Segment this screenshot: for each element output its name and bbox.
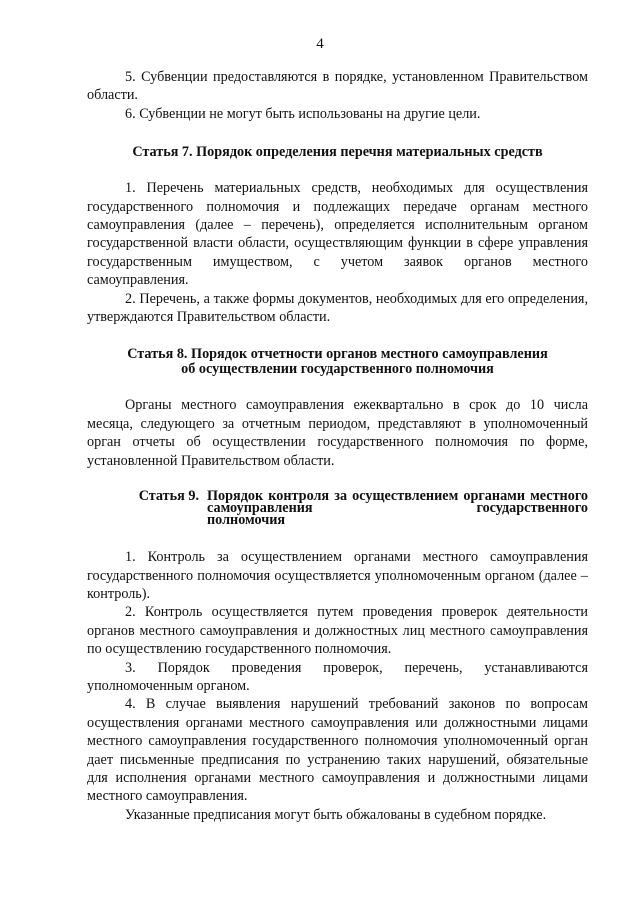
article7-heading: Статья 7. Порядок определения перечня материальных средств: [132, 144, 543, 161]
article7-paragraph-1: 1. Перечень материальных средств, необходимых для осуществления государственного полномочия и подлежащих передаче органам местного самоуправления (далее – перечень), определяется исполнительным органом государственной власти области, осуществляющим функции в сфере управления государственным имуществом, с учетом заявок органов местного самоуправления.: [87, 180, 588, 289]
article9-paragraph-2: 2. Контроль осуществляется путем проведения проверок деятельности органов местного самоуправления и должностных лиц местного самоуправления по осуществлению государственного полномочия.: [87, 604, 588, 658]
article6-paragraph-5: 5. Субвенции предоставляются в порядке, установленном Правительством области.: [87, 69, 588, 104]
document-body: [87, 68, 588, 824]
article8-paragraph-1: Органы местного самоуправления ежеквартально в срок до 10 числа месяца, следующего за отчетным периодом, представляют в уполномоченный орган отчеты об осуществлении государственного полномочия по форме, установленной Правительством области.: [87, 397, 588, 469]
article9-heading: [87, 488, 588, 529]
article8-heading: [87, 347, 588, 377]
article9-paragraph-4: 4. В случае выявления нарушений требований законов по вопросам осуществления органами местного самоуправления или должностными лицами местного самоуправления государственного полномочия уполномоченный орган дает письменные предписания по устранению таких нарушений, обязательные для исполнения органами местного самоуправления и должностными лицами местного самоуправления.: [87, 696, 588, 805]
article8-heading-line1: Статья 8. Порядок отчетности органов местного самоуправления: [127, 346, 548, 363]
article9-paragraph-3: 3. Порядок проведения проверок, перечень, устанавливаются уполномоченным органом.: [87, 659, 588, 694]
article9-title: [207, 488, 588, 529]
page-number: 4: [316, 36, 324, 52]
article9-title-main: Порядок контроля за осуществлением органами местного самоуправления государственного: [207, 488, 588, 517]
article7-paragraph-2: 2. Перечень, а также формы документов, необходимых для его определения, утверждаются Правительством области.: [87, 290, 588, 326]
article8-heading-line2: об осуществлении государственного полномочия: [181, 361, 494, 378]
article9-title-last: полномочия: [207, 512, 286, 529]
article9-label: Статья 9.: [138, 488, 199, 505]
article9-paragraph-5: Указанные предписания могут быть обжалованы в судебном порядке.: [125, 806, 547, 823]
article9-paragraph-1: 1. Контроль за осуществлением органами местного самоуправления государственного полномочия осуществляется уполномоченным органом (далее – контроль).: [87, 549, 588, 602]
article6-paragraph-6: 6. Субвенции не могут быть использованы на другие цели.: [125, 105, 481, 122]
